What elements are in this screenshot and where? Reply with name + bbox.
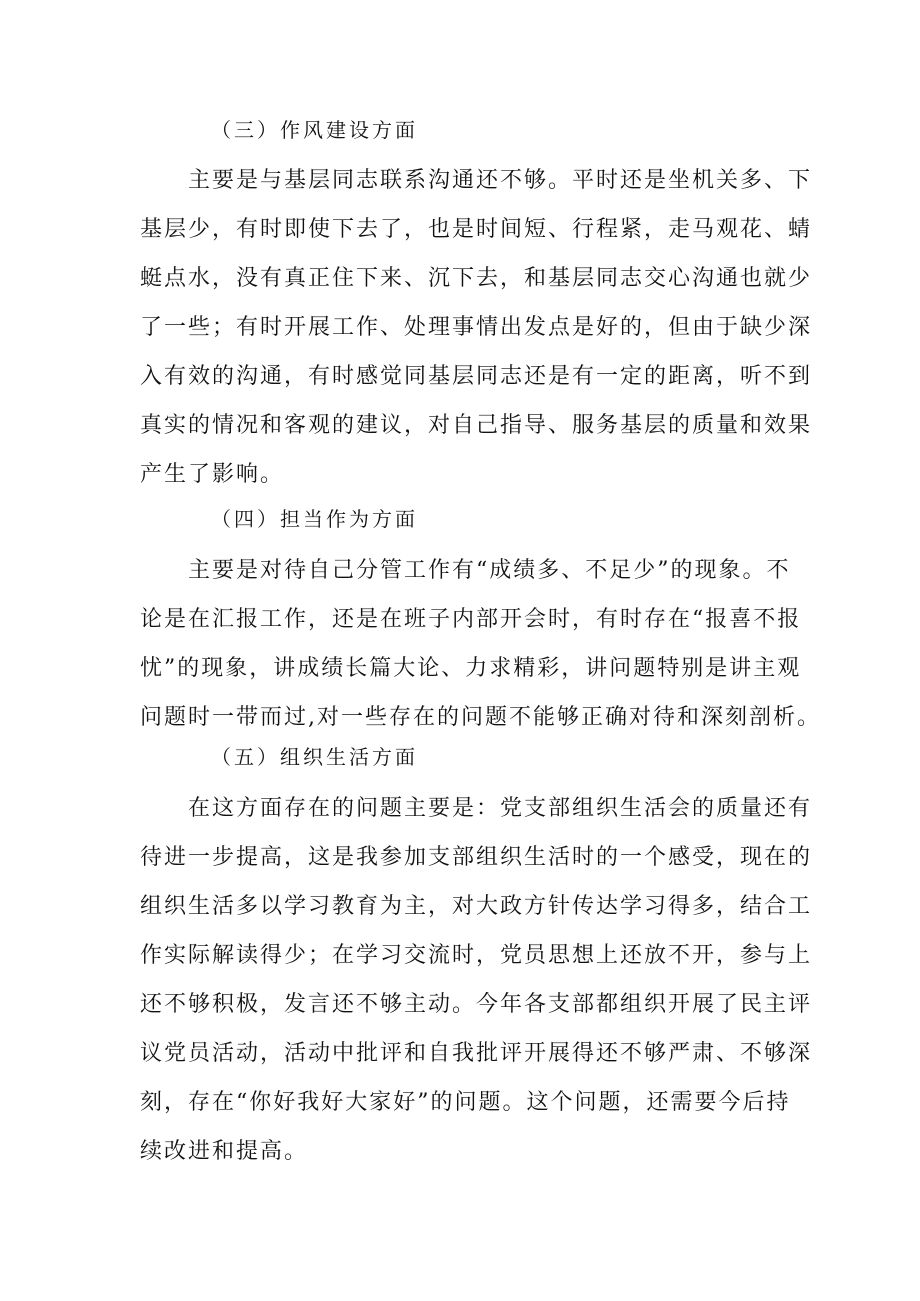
paragraph-line: 入有效的沟通，有时感觉同基层同志还是有一定的距离，听不到 (140, 364, 813, 389)
paragraph-line: 真实的情况和客观的建议，对自己指导、服务基层的质量和效果 (140, 413, 813, 438)
paragraph-line: 基层少，有时即使下去了，也是时间短、行程紧，走马观花、蜻 (140, 217, 813, 242)
paragraph-line: 忧”的现象，讲成绩长篇大论、力求精彩，讲问题特别是讲主观 (140, 656, 802, 681)
paragraph-line: 刻，存在“你好我好大家好”的问题。这个问题，还需要今后持 (140, 1090, 791, 1115)
paragraph-line: 续改进和提高。 (140, 1139, 309, 1164)
paragraph-line: 在这方面存在的问题主要是：党支部组织生活会的质量还有 (188, 796, 813, 821)
section-paragraph-3 (140, 156, 813, 499)
paragraph-line: 产生了影响。 (140, 462, 285, 487)
section-paragraph-5 (140, 784, 813, 1176)
paragraph-line: 议党员活动，活动中批评和自我批评开展得还不够严肃、不够深 (140, 1041, 813, 1066)
section-heading-3: （三）作风建设方面 (211, 118, 418, 142)
paragraph-line: 主要是与基层同志联系沟通还不够。平时还是坐机关多、下 (188, 168, 813, 193)
paragraph-line: 还不够积极，发言还不够主动。今年各支部都组织开展了民主评 (140, 992, 813, 1017)
paragraph-line: 作实际解读得少；在学习交流时，党员思想上还放不开，参与上 (140, 943, 813, 968)
paragraph-line: 组织生活多以学习教育为主，对大政方针传达学习得多，结合工 (140, 894, 813, 919)
paragraph-line: 问题时一带而过,对一些存在的问题不能够正确对待和深刻剖析。 (140, 705, 821, 730)
section-heading-5: （五）组织生活方面 (211, 745, 418, 769)
paragraph-line: 论是在汇报工作，还是在班子内部开会时，有时存在“报喜不报 (140, 607, 802, 632)
paragraph-line: 主要是对待自己分管工作有“成绩多、不足少”的现象。不 (188, 558, 791, 583)
paragraph-line: 待进一步提高，这是我参加支部组织生活时的一个感受，现在的 (140, 845, 813, 870)
section-heading-4: （四）担当作为方面 (211, 507, 418, 531)
section-paragraph-4 (140, 546, 821, 742)
paragraph-line: 蜓点水，没有真正住下来、沉下去，和基层同志交心沟通也就少 (140, 266, 813, 291)
paragraph-line: 了一些；有时开展工作、处理事情出发点是好的，但由于缺少深 (140, 315, 813, 340)
